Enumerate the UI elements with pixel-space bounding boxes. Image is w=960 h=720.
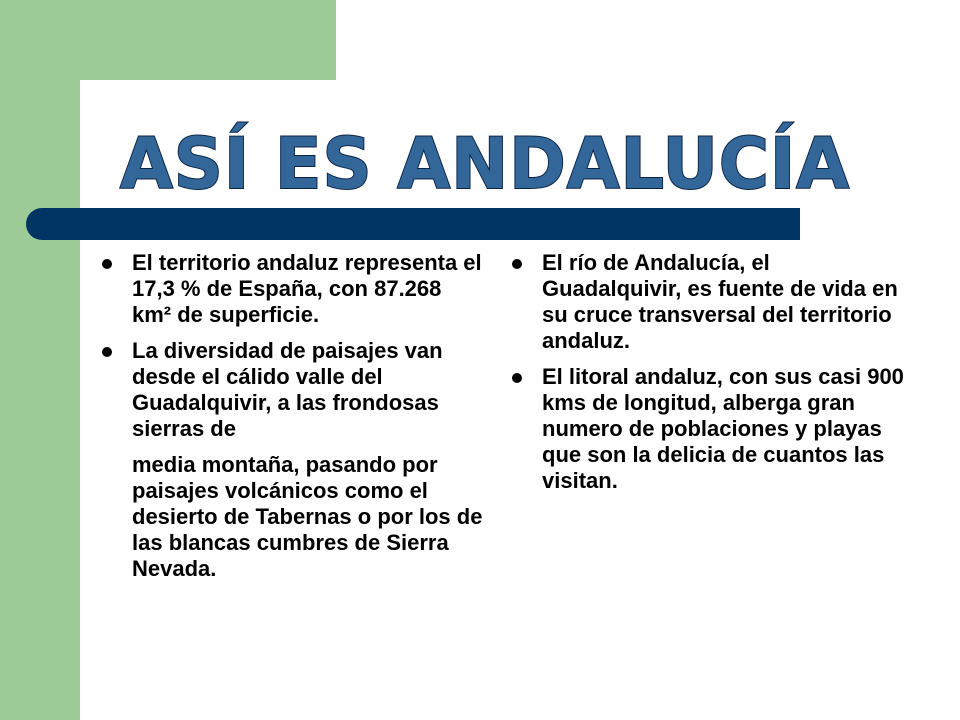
left-item-1-text: El territorio andaluz representa el 17,3 % de España, con 87.268 km² de superficie. — [132, 250, 482, 327]
right-item-1 — [510, 250, 910, 354]
title-underline-bar — [26, 208, 800, 240]
left-item-3-text: media montaña, pasando por paisajes volcánicos como el desierto de Tabernas o por los de las blancas cumbres de Sierra Nevada. — [132, 452, 483, 581]
right-item-2 — [510, 364, 910, 494]
title-container — [100, 92, 870, 202]
title-wordart — [100, 92, 870, 202]
left-item-1 — [100, 250, 485, 328]
right-column — [510, 250, 910, 494]
page-title: ASÍ ES ANDALUCÍA — [120, 123, 850, 202]
left-bullet-list — [100, 250, 485, 582]
left-item-3 — [100, 452, 485, 582]
green-accent-left — [0, 0, 80, 720]
left-item-2 — [100, 338, 485, 442]
right-bullet-list — [510, 250, 910, 494]
left-item-2-text: La diversidad de paisajes van desde el cálido valle del Guadalquivir, a las frondosas sierras de — [132, 338, 443, 441]
left-column — [100, 250, 485, 582]
right-item-2-text: El litoral andaluz, con sus casi 900 kms de longitud, alberga gran numero de poblaciones y playas que son la delicia de cuantos las visitan. — [542, 364, 904, 493]
right-item-1-text: El río de Andalucía, el Guadalquivir, es fuente de vida en su cruce transversal del territorio andaluz. — [542, 250, 898, 353]
